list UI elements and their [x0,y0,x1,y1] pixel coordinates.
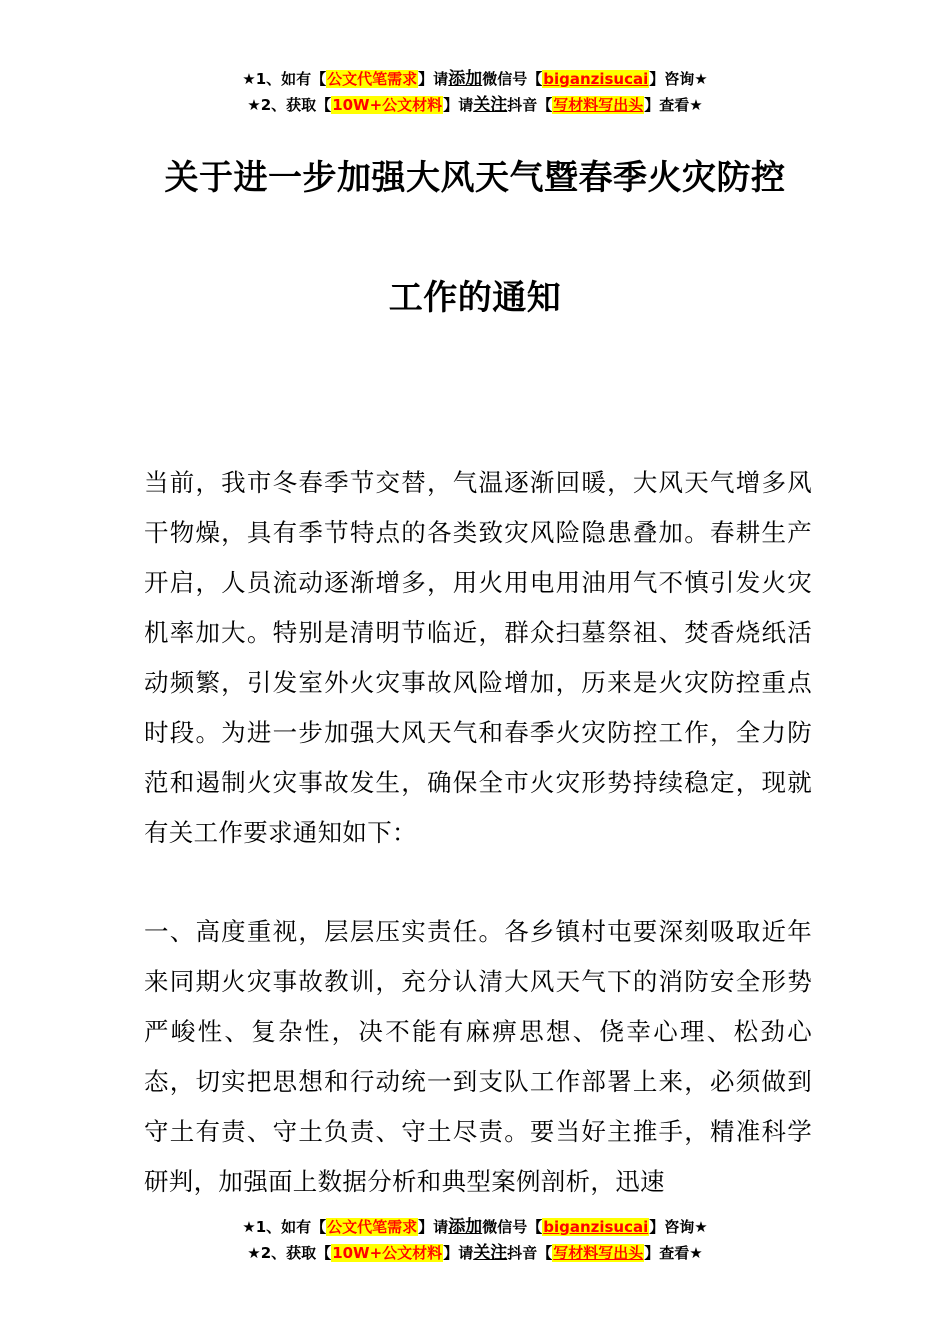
promo-text: 】请 [418,70,449,88]
promo-line-1 [0,66,950,92]
promo-line-2 [0,92,950,118]
promo-text: 】查看★ [644,96,703,114]
promo-highlight: 10W+公文材料 [332,96,443,114]
promo-banner-top [0,66,950,118]
promo-banner-bottom [0,1214,950,1266]
body-paragraph-2: 一、高度重视，层层压实责任。各乡镇村屯要深刻吸取近年来同期火灾事故教训，充分认清大风天气下的消防安全形势严峻性、复杂性，决不能有麻痹思想、侥幸心理、松劲心态，切实把思想和行动统一到支队工作部署上来，必须做到守土有责、守土负责、守土尽责。要当好主推手，精准科学研判，加强面上数据分析和典型案例剖析，迅速 [144,917,812,1196]
promo-highlight: 公文代笔需求 [327,1218,418,1236]
document-title-line-1: 关于进一步加强大风天气暨春季火灾防控 [164,158,786,198]
promo-text: 微信号【 [482,1218,543,1236]
promo-text: 】查看★ [644,1244,703,1262]
douyin-account-link[interactable]: 写材料写出头 [553,1244,644,1262]
promo-text: 微信号【 [482,70,543,88]
promo-text: 】请 [443,1244,474,1262]
promo-text: ★2、获取【 [247,1244,332,1262]
promo-text: ★2、获取【 [247,96,332,114]
promo-emphasis: 关注 [473,1243,508,1263]
promo-highlight: 公文代笔需求 [327,70,418,88]
promo-highlight: 10W+公文材料 [332,1244,443,1262]
document-title-line-2: 工作的通知 [388,278,562,318]
promo-line-1 [0,1214,950,1240]
promo-text: ★1、如有【 [242,1218,327,1236]
promo-emphasis: 关注 [473,95,508,115]
promo-text: 抖音【 [507,1244,553,1262]
promo-text: 】请 [443,96,474,114]
promo-emphasis: 添加 [448,69,483,89]
wechat-id-link[interactable]: biganzisucai [543,1218,649,1236]
douyin-account-link[interactable]: 写材料写出头 [553,96,644,114]
promo-text: 】请 [418,1218,449,1236]
promo-line-2 [0,1240,950,1266]
wechat-id-link[interactable]: biganzisucai [543,70,649,88]
body-paragraph-1: 当前，我市冬春季节交替，气温逐渐回暖，大风天气增多风干物燥，具有季节特点的各类致灾风险隐患叠加。春耕生产开启，人员流动逐渐增多，用火用电用油用气不慎引发火灾机率加大。特别是清明节临近，群众扫墓祭祖、焚香烧纸活动频繁，引发室外火灾事故风险增加，历来是火灾防控重点时段。为进一步加强大风天气和春季火灾防控工作，全力防范和遏制火灾事故发生，确保全市火灾形势持续稳定，现就有关工作要求通知如下： [144,468,812,847]
promo-text: ★1、如有【 [242,70,327,88]
promo-emphasis: 添加 [448,1217,483,1237]
promo-text: 抖音【 [507,96,553,114]
promo-text: 】咨询★ [649,1218,708,1236]
promo-text: 】咨询★ [649,70,708,88]
